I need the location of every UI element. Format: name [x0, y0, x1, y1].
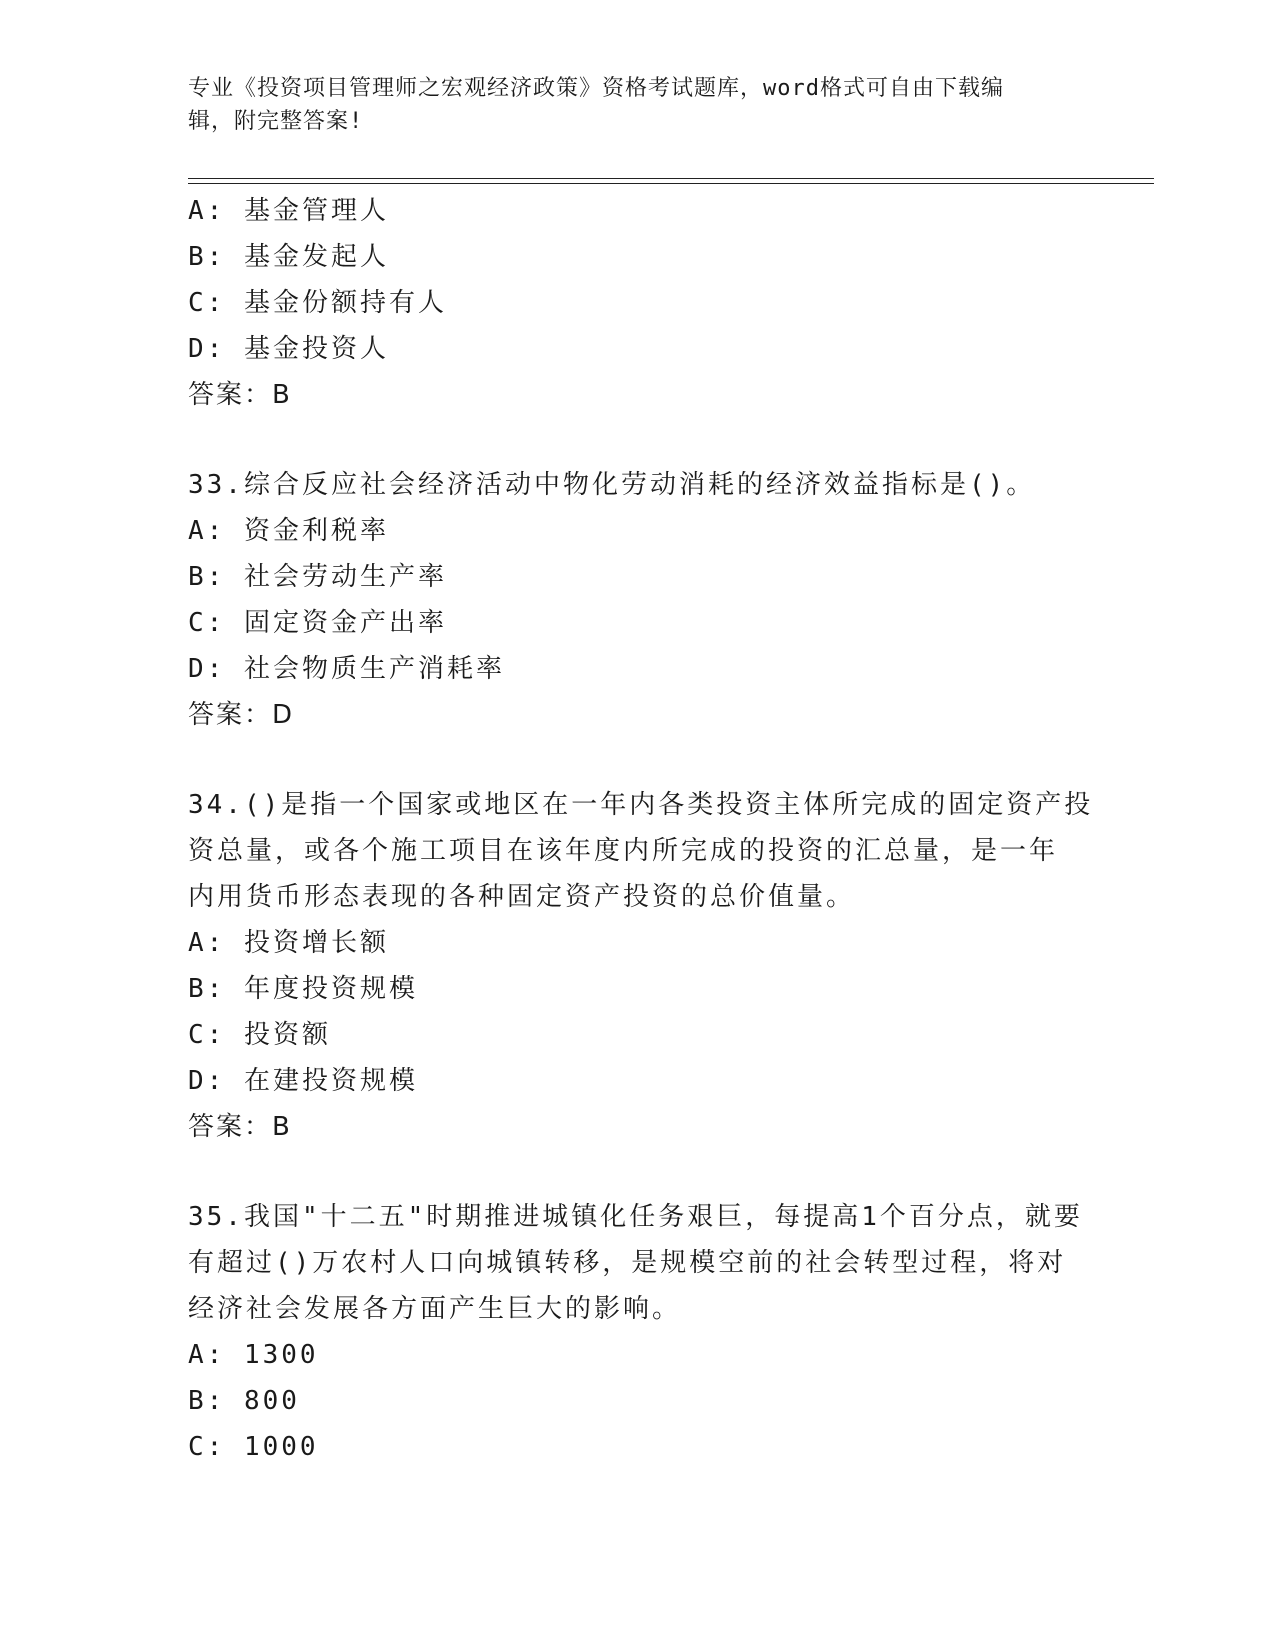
- header-line-2: 辑，附完整答案!: [188, 109, 364, 134]
- option-a: A: 1300: [188, 1340, 319, 1370]
- question-text: 33.综合反应社会经济活动中物化劳动消耗的经济效益指标是()。: [188, 470, 1036, 500]
- option-c: C: 基金份额持有人: [188, 288, 447, 318]
- header-divider-top: [188, 178, 1154, 179]
- answer: 答案：D: [188, 700, 295, 730]
- question-text-line-2: 资总量，或各个施工项目在该年度内所完成的投资的汇总量，是一年: [188, 836, 1059, 866]
- question-list: [188, 188, 1094, 1470]
- answer: 答案：B: [188, 380, 292, 410]
- question-text-line-3: 经济社会发展各方面产生巨大的影响。: [188, 1294, 682, 1324]
- question-34: [188, 782, 1094, 1150]
- option-a: A: 投资增长额: [188, 928, 389, 958]
- question-text-line-2: 有超过()万农村人口向城镇转移，是规模空前的社会转型过程，将对: [188, 1248, 1067, 1278]
- question-35: [188, 1194, 1088, 1470]
- option-a: A: 基金管理人: [188, 196, 389, 226]
- option-c: C: 固定资金产出率: [188, 608, 447, 638]
- option-d: D: 在建投资规模: [188, 1066, 418, 1096]
- question-text-line-3: 内用货币形态表现的各种固定资产投资的总价值量。: [188, 882, 856, 912]
- header-divider-bottom: [188, 183, 1154, 184]
- option-b: B: 800: [188, 1386, 300, 1416]
- header-line-1: 专业《投资项目管理师之宏观经济政策》资格考试题库，word格式可自由下载编: [188, 76, 1004, 101]
- question-text-line-1: 34.()是指一个国家或地区在一年内各类投资主体所完成的固定资产投: [188, 790, 1094, 820]
- answer: 答案：B: [188, 1112, 292, 1142]
- option-b: B: 社会劳动生产率: [188, 562, 447, 592]
- question-33: [188, 462, 1088, 738]
- question-text-line-1: 35.我国"十二五"时期推进城镇化任务艰巨，每提高1个百分点，就要: [188, 1202, 1083, 1232]
- option-b: B: 基金发起人: [188, 242, 389, 272]
- document-header: [188, 72, 1068, 138]
- question-32: [188, 188, 1088, 418]
- option-b: B: 年度投资规模: [188, 974, 418, 1004]
- option-d: D: 社会物质生产消耗率: [188, 654, 505, 684]
- option-c: C: 投资额: [188, 1020, 331, 1050]
- option-c: C: 1000: [188, 1432, 319, 1462]
- option-d: D: 基金投资人: [188, 334, 389, 364]
- option-a: A: 资金利税率: [188, 516, 389, 546]
